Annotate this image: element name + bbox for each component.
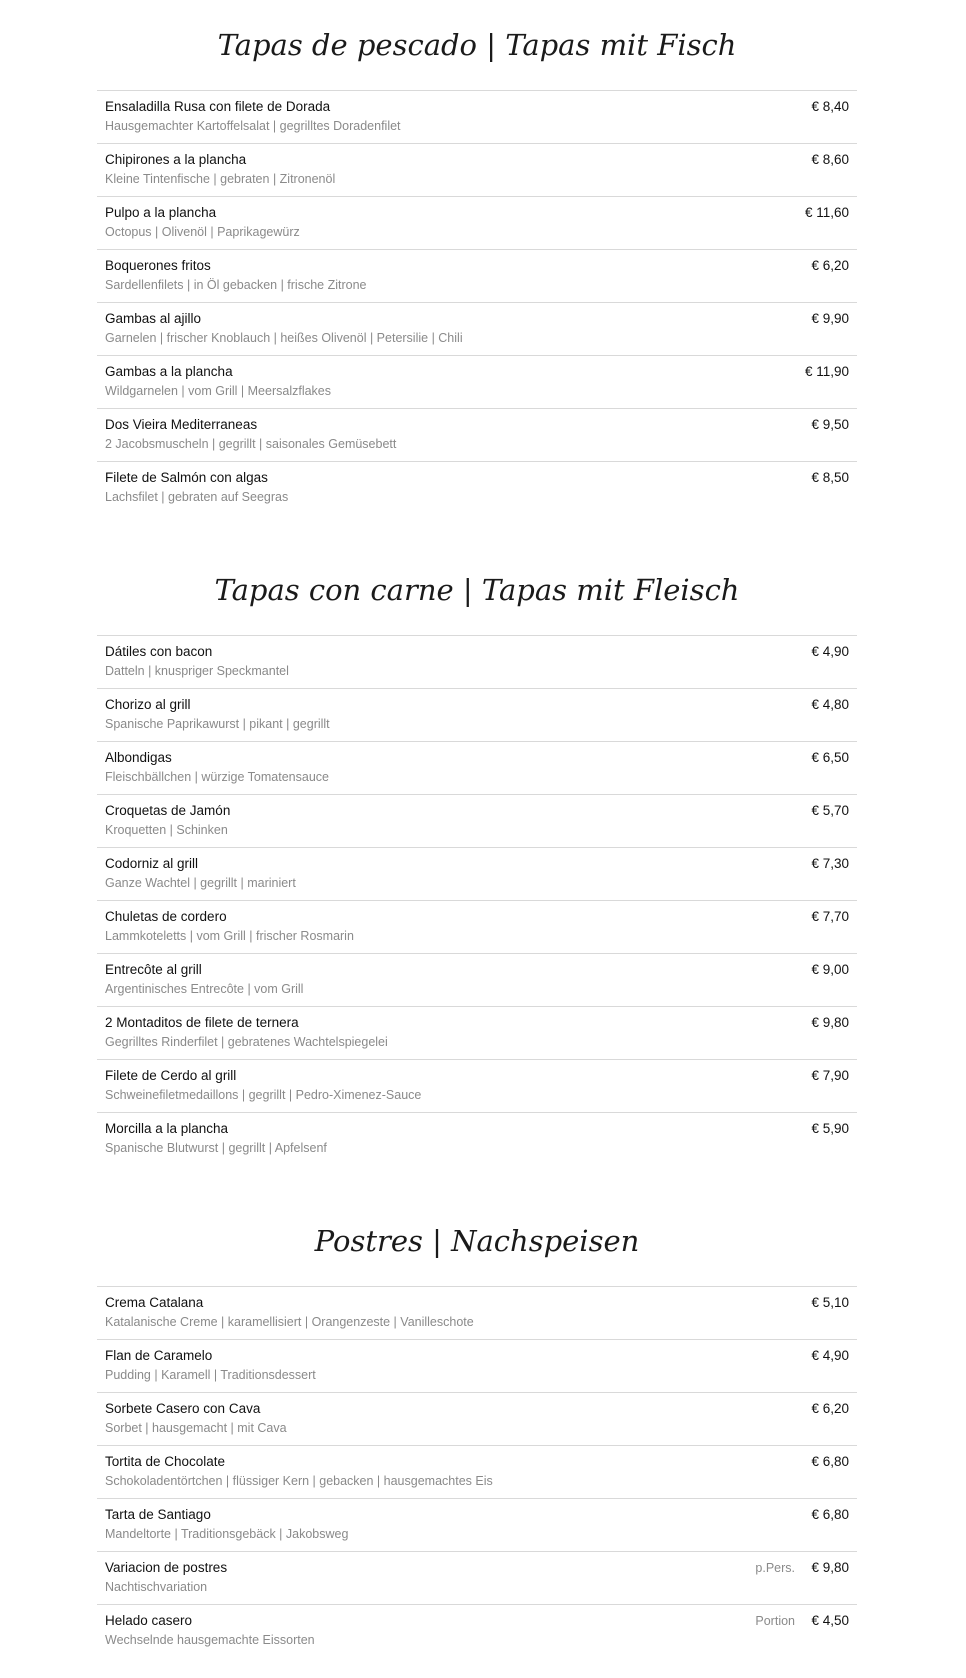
menu-item xyxy=(97,1007,857,1060)
item-description: Kroquetten | Schinken xyxy=(105,823,228,837)
menu-item xyxy=(97,901,857,954)
item-price: € 7,30 xyxy=(811,856,849,871)
menu-item xyxy=(97,1060,857,1113)
item-description: Lammkoteletts | vom Grill | frischer Rosmarin xyxy=(105,929,354,943)
menu-item xyxy=(97,689,857,742)
menu-item xyxy=(97,1446,857,1499)
item-name: Helado casero xyxy=(105,1613,193,1628)
item-name: Chuletas de cordero xyxy=(105,909,227,924)
item-name: Chipirones a la plancha xyxy=(105,152,247,167)
item-price: € 11,60 xyxy=(804,205,849,220)
item-name: Variacion de postres xyxy=(105,1560,228,1575)
menu-item xyxy=(97,1287,857,1340)
item-description: Octopus | Olivenöl | Paprikagewürz xyxy=(105,225,300,239)
item-description: Nachtischvariation xyxy=(105,1580,208,1594)
item-description: Fleischbällchen | würzige Tomatensauce xyxy=(105,770,329,784)
menu-item xyxy=(97,197,857,250)
item-name: Dátiles con bacon xyxy=(105,644,213,659)
item-description: Sorbet | hausgemacht | mit Cava xyxy=(105,1421,287,1435)
item-unit: p.Pers. xyxy=(755,1561,795,1575)
item-name: Filete de Salmón con algas xyxy=(105,470,268,485)
item-description: Sardellenfilets | in Öl gebacken | frische Zitrone xyxy=(105,278,367,292)
item-price: € 9,80 xyxy=(811,1560,849,1575)
menu-item xyxy=(97,303,857,356)
menu-item xyxy=(97,144,857,197)
item-price: € 4,90 xyxy=(811,644,849,659)
menu-item xyxy=(97,742,857,795)
item-description: Hausgemachter Kartoffelsalat | gegrilltes Doradenfilet xyxy=(105,119,401,133)
item-price: € 8,60 xyxy=(811,152,849,167)
item-price: € 6,80 xyxy=(811,1507,849,1522)
item-description: Argentinisches Entrecôte | vom Grill xyxy=(105,982,304,996)
item-description: Ganze Wachtel | gegrillt | mariniert xyxy=(105,876,296,890)
item-description: Wildgarnelen | vom Grill | Meersalzflakes xyxy=(105,384,332,398)
item-description: 2 Jacobsmuscheln | gegrillt | saisonales Gemüsebett xyxy=(105,437,397,451)
item-name: Tortita de Chocolate xyxy=(105,1454,226,1469)
item-unit: Portion xyxy=(755,1614,795,1628)
item-name: Flan de Caramelo xyxy=(105,1348,213,1363)
menu-item xyxy=(97,1499,857,1552)
item-description: Pudding | Karamell | Traditionsdessert xyxy=(105,1368,316,1382)
item-description: Wechselnde hausgemachte Eissorten xyxy=(105,1633,315,1647)
item-name: Albondigas xyxy=(105,750,172,765)
item-description: Spanische Blutwurst | gegrillt | Apfelsenf xyxy=(105,1141,327,1155)
item-price: € 9,50 xyxy=(811,417,849,432)
item-name: Sorbete Casero con Cava xyxy=(105,1401,261,1416)
menu-item xyxy=(97,409,857,462)
menu-item xyxy=(97,1340,857,1393)
menu-item xyxy=(97,954,857,1007)
item-price: € 4,90 xyxy=(811,1348,849,1363)
item-name: 2 Montaditos de filete de ternera xyxy=(105,1015,299,1030)
menu-item xyxy=(97,1113,857,1166)
item-description: Lachsfilet | gebraten auf Seegras xyxy=(105,490,289,504)
item-price: € 4,80 xyxy=(811,697,849,712)
menu-list xyxy=(97,90,857,515)
item-name: Ensaladilla Rusa con filete de Dorada xyxy=(105,99,331,114)
menu-list xyxy=(97,1286,857,1658)
menu-item xyxy=(97,848,857,901)
item-price: € 4,50 xyxy=(811,1613,849,1628)
item-price: € 6,20 xyxy=(811,1401,849,1416)
item-description: Mandeltorte | Traditionsgebäck | Jakobsweg xyxy=(105,1527,349,1541)
item-description: Gegrilltes Rinderfilet | gebratenes Wachtelspiegelei xyxy=(105,1035,388,1049)
menu-item xyxy=(97,636,857,689)
item-name: Codorniz al grill xyxy=(105,856,199,871)
menu-page xyxy=(97,0,857,1658)
item-name: Dos Vieira Mediterraneas xyxy=(105,417,258,432)
item-price: € 8,50 xyxy=(811,470,849,485)
menu-item xyxy=(97,1393,857,1446)
item-price: € 5,90 xyxy=(811,1121,849,1136)
menu-item xyxy=(97,1605,857,1658)
item-name: Gambas al ajillo xyxy=(105,311,202,326)
item-description: Schokoladentörtchen | flüssiger Kern | gebacken | hausgemachtes Eis xyxy=(105,1474,493,1488)
item-description: Schweinefiletmedaillons | gegrillt | Pedro-Ximenez-Sauce xyxy=(105,1088,422,1102)
item-name: Croquetas de Jamón xyxy=(105,803,231,818)
item-price: € 6,20 xyxy=(811,258,849,273)
section-spacer xyxy=(97,515,857,545)
item-price: € 7,90 xyxy=(811,1068,849,1083)
item-description: Katalanische Creme | karamellisiert | Orangenzeste | Vanilleschote xyxy=(105,1315,474,1329)
item-name: Crema Catalana xyxy=(105,1295,204,1310)
item-description: Spanische Paprikawurst | pikant | gegrillt xyxy=(105,717,330,731)
item-price: € 8,40 xyxy=(811,99,849,114)
section-title: Postres | Nachspeisen xyxy=(314,1224,640,1258)
item-name: Boquerones fritos xyxy=(105,258,211,273)
menu-item xyxy=(97,462,857,515)
item-name: Filete de Cerdo al grill xyxy=(105,1068,237,1083)
item-price: € 6,50 xyxy=(811,750,849,765)
item-price: € 11,90 xyxy=(804,364,849,379)
menu-list xyxy=(97,635,857,1166)
item-name: Tarta de Santiago xyxy=(105,1507,211,1522)
item-price: € 5,70 xyxy=(811,803,849,818)
menu-item xyxy=(97,91,857,144)
item-description: Garnelen | frischer Knoblauch | heißes Olivenöl | Petersilie | Chili xyxy=(105,331,463,345)
item-name: Gambas a la plancha xyxy=(105,364,233,379)
item-name: Entrecôte al grill xyxy=(105,962,202,977)
item-description: Datteln | knuspriger Speckmantel xyxy=(105,664,289,678)
menu-item xyxy=(97,795,857,848)
menu-item xyxy=(97,1552,857,1605)
section-title: Tapas de pescado | Tapas mit Fisch xyxy=(217,28,737,62)
item-name: Pulpo a la plancha xyxy=(105,205,217,220)
item-price: € 9,80 xyxy=(811,1015,849,1030)
menu-item xyxy=(97,356,857,409)
menu-item xyxy=(97,250,857,303)
item-price: € 6,80 xyxy=(811,1454,849,1469)
item-price: € 9,90 xyxy=(811,311,849,326)
section-spacer xyxy=(97,1166,857,1196)
item-price: € 7,70 xyxy=(811,909,849,924)
item-price: € 9,00 xyxy=(811,962,849,977)
item-description: Kleine Tintenfische | gebraten | Zitronenöl xyxy=(105,172,336,186)
item-name: Morcilla a la plancha xyxy=(105,1121,229,1136)
section-title: Tapas con carne | Tapas mit Fleisch xyxy=(214,573,740,607)
item-price: € 5,10 xyxy=(811,1295,849,1310)
item-name: Chorizo al grill xyxy=(105,697,191,712)
